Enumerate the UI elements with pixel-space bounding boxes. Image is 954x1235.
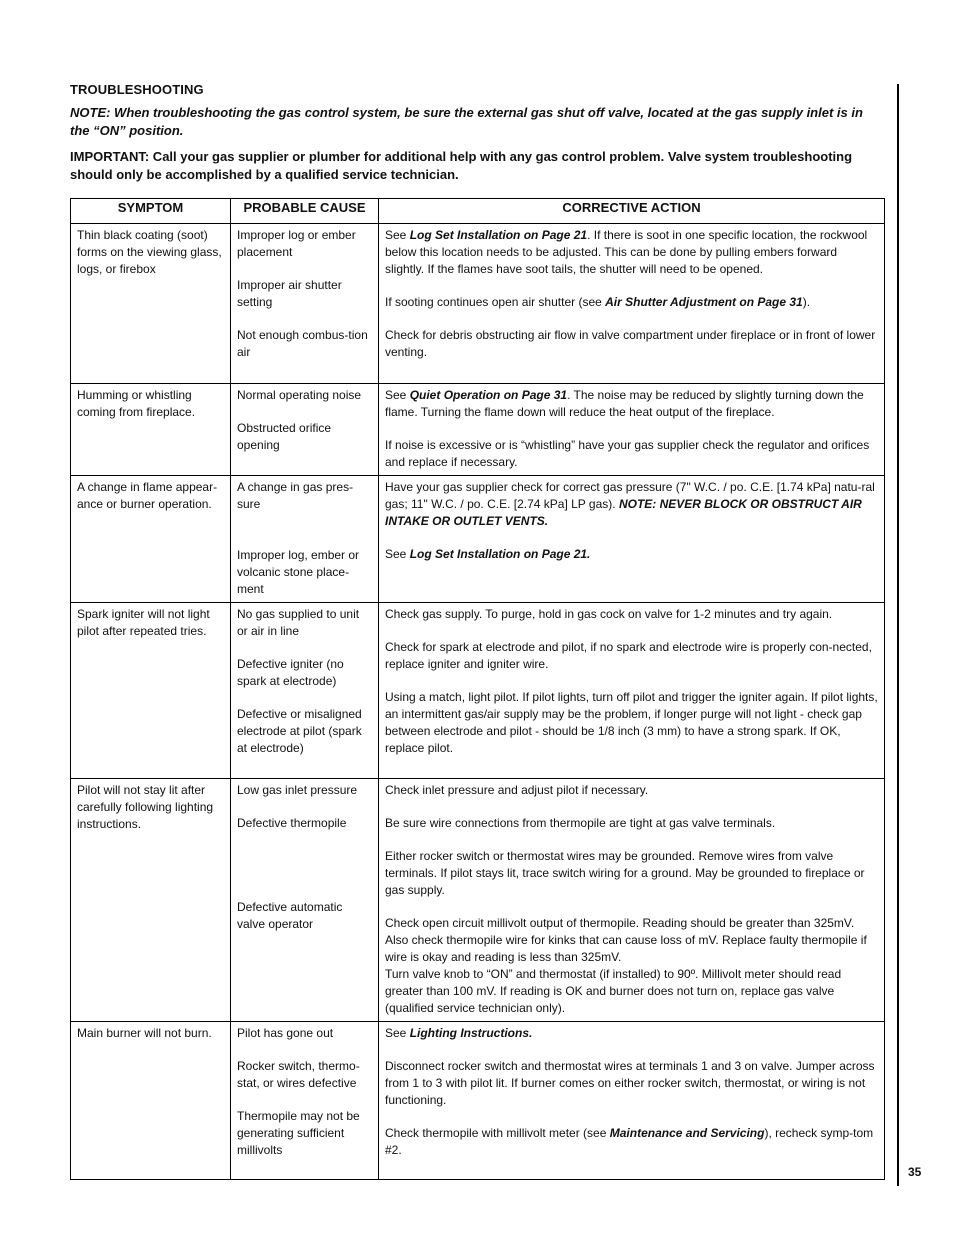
action-item [385,689,878,757]
table-header-row [71,199,885,224]
action-cell [379,779,885,1022]
action-text: If noise is excessive or is “whistling” have your gas supplier check the regulator and orifices and replace if necessary. [385,438,870,469]
table-row [71,384,885,476]
action-text: Using a match, light pilot. If pilot lights, turn off pilot and trigger the igniter again. If pilot lights, an intermittent gas/air supply may be the problem, if longer purge will not light - check gap between electrode and pilot - should be 1/8 inch (3 mm) to have a strong spark. If OK, replace pilot. [385,690,878,755]
action-item [385,815,878,832]
header-corrective-action: CORRECTIVE ACTION [379,199,885,224]
action-text: Be sure wire connections from thermopile are tight at gas valve terminals. [385,816,776,830]
action-item [385,437,878,471]
reference-text: NOTE: NEVER BLOCK OR OBSTRUCT AIR INTAKE OR OUTLET VENTS. [385,497,862,528]
reference-text: Maintenance and Servicing [609,1126,765,1140]
action-text: Have your gas supplier check for correct gas pressure (7" W.C. / po. C.E. [1.74 kPa] natu-ral gas; 11" W.C. / po. C.E. [2.74 kPa] LP gas). [385,480,875,511]
cause-item: Improper log, ember or volcanic stone place-ment [237,548,360,596]
symptom-text: Pilot will not stay lit after carefully following lighting instructions. [77,783,214,831]
action-item [385,1058,878,1109]
symptom-cell [71,476,231,603]
action-item [385,782,878,799]
cause-cell [231,1022,379,1180]
action-text: See [385,228,410,242]
action-item [385,227,878,278]
action-item [385,387,878,421]
action-cell [379,476,885,603]
action-text: Check thermopile with millivolt meter (see [385,1126,610,1140]
table-row [71,224,885,384]
action-text-continued: . The noise may be reduced by slightly turning down the flame. Turning the flame down will reduce the heat output of the fireplace. [385,388,864,419]
reference-text: Log Set Installation on Page 21 [409,228,588,242]
note-paragraph: NOTE: When troubleshooting the gas control system, be sure the external gas shut off valve, located at the gas supply inlet is in the “ON” position. [70,105,863,138]
action-text: See [385,547,410,561]
cause-cell [231,476,379,603]
action-text-continued: ). [802,295,811,309]
table-row [71,476,885,603]
action-item [385,915,878,966]
right-margin-rule [897,84,899,1186]
section-heading: TROUBLESHOOTING [70,82,204,97]
cause-item: Pilot has gone out [237,1026,334,1040]
symptom-cell [71,384,231,476]
cause-item: Improper log or ember placement [237,228,356,259]
cause-item: Normal operating noise [237,388,362,402]
cause-item: No gas supplied to unit or air in line [237,607,360,638]
table-row [71,1022,885,1180]
action-item [385,479,878,530]
cause-item: A change in gas pres-sure [237,480,354,511]
action-cell [379,384,885,476]
action-text: Check for debris obstructing air flow in valve compartment under fireplace or in front of lower venting. [385,328,876,359]
action-text: Either rocker switch or thermostat wires may be grounded. Remove wires from valve terminals. If pilot stays lit, trace switch wiring for a ground. May be grounded to fireplace or gas supply. [385,849,865,897]
action-cell [379,224,885,384]
symptom-cell [71,603,231,779]
symptom-text: Humming or whistling coming from fireplace. [77,388,196,419]
cause-item: Not enough combus-tion air [237,328,368,359]
action-item [385,606,878,623]
action-text: Check inlet pressure and adjust pilot if necessary. [385,783,649,797]
symptom-text: A change in flame appear-ance or burner operation. [77,480,218,511]
reference-text: Log Set Installation on Page 21. [409,547,591,561]
action-item [385,848,878,899]
troubleshooting-table [70,198,885,1180]
reference-text: Quiet Operation on Page 31 [409,388,568,402]
symptom-text: Thin black coating (soot) forms on the viewing glass, logs, or firebox [77,228,222,276]
action-item [385,639,878,673]
reference-text: Lighting Instructions. [409,1026,533,1040]
cause-item: Thermopile may not be generating sufficient millivolts [237,1109,360,1157]
cause-item: Obstructed orifice opening [237,421,332,452]
action-text: Check open circuit millivolt output of thermopile. Reading should be greater than 325mV. Also check thermopile wire for kinks that can cause loss of mV. Replace faulty thermopile if wire is okay and reading is less than 325mV. [385,916,867,964]
cause-item: Defective igniter (no spark at electrode) [237,657,344,688]
action-text: Disconnect rocker switch and thermostat wires at terminals 1 and 3 on valve. Jumper across from 1 to 3 with pilot lit. If burner comes on either rocker switch, thermostat, or wiring is not functioning. [385,1059,875,1107]
action-item [385,546,878,563]
reference-text: Air Shutter Adjustment on Page 31 [605,295,803,309]
action-item-extra: Turn valve knob to “ON” and thermostat (if installed) to 90º. Millivolt meter should read greater than 100 mV. If reading is OK and burner does not turn on, replace gas valve (qualified service technician only). [385,967,842,1015]
cause-item: Defective automatic valve operator [237,900,343,931]
header-symptom: SYMPTOM [71,199,231,224]
cause-cell [231,779,379,1022]
important-paragraph: IMPORTANT: Call your gas supplier or plumber for additional help with any gas control problem. Valve system troubleshooting should only be accomplished by a qualified service technician. [70,149,853,182]
header-probable-cause: PROBABLE CAUSE [231,199,379,224]
action-text: See [385,388,410,402]
action-item [385,1025,878,1042]
cause-item: Defective thermopile [237,816,347,830]
action-text: If sooting continues open air shutter (see [385,295,606,309]
cause-cell [231,384,379,476]
action-cell [379,1022,885,1180]
table-row [71,603,885,779]
cause-cell [231,224,379,384]
table-row [71,779,885,1022]
symptom-text: Main burner will not burn. [77,1026,212,1040]
cause-cell [231,603,379,779]
action-text: Check gas supply. To purge, hold in gas cock on valve for 1-2 minutes and try again. [385,607,833,621]
action-item [385,1125,878,1159]
symptom-cell [71,779,231,1022]
action-text: See [385,1026,410,1040]
action-item [385,327,878,361]
symptom-cell [71,1022,231,1180]
action-text: Check for spark at electrode and pilot, if no spark and electrode wire is properly con-nected, replace igniter and igniter wire. [385,640,872,671]
symptom-text: Spark igniter will not light pilot after repeated tries. [77,607,210,638]
cause-item: Low gas inlet pressure [237,783,358,797]
action-text-continued: . If there is soot in one specific location, the rockwool below this location needs to be adjusted. This can be done by pulling embers forward slightly. If the flames have soot tails, the shutter will need to be opened. [385,228,868,276]
page-number: 35 [908,1165,922,1179]
cause-item: Rocker switch, thermo-stat, or wires defective [237,1059,360,1090]
cause-item: Improper air shutter setting [237,278,342,309]
action-item [385,294,878,311]
cause-item: Defective or misaligned electrode at pilot (spark at electrode) [237,707,362,755]
action-cell [379,603,885,779]
action-text-continued: ), recheck symp-tom #2. [385,1126,874,1157]
symptom-cell [71,224,231,384]
